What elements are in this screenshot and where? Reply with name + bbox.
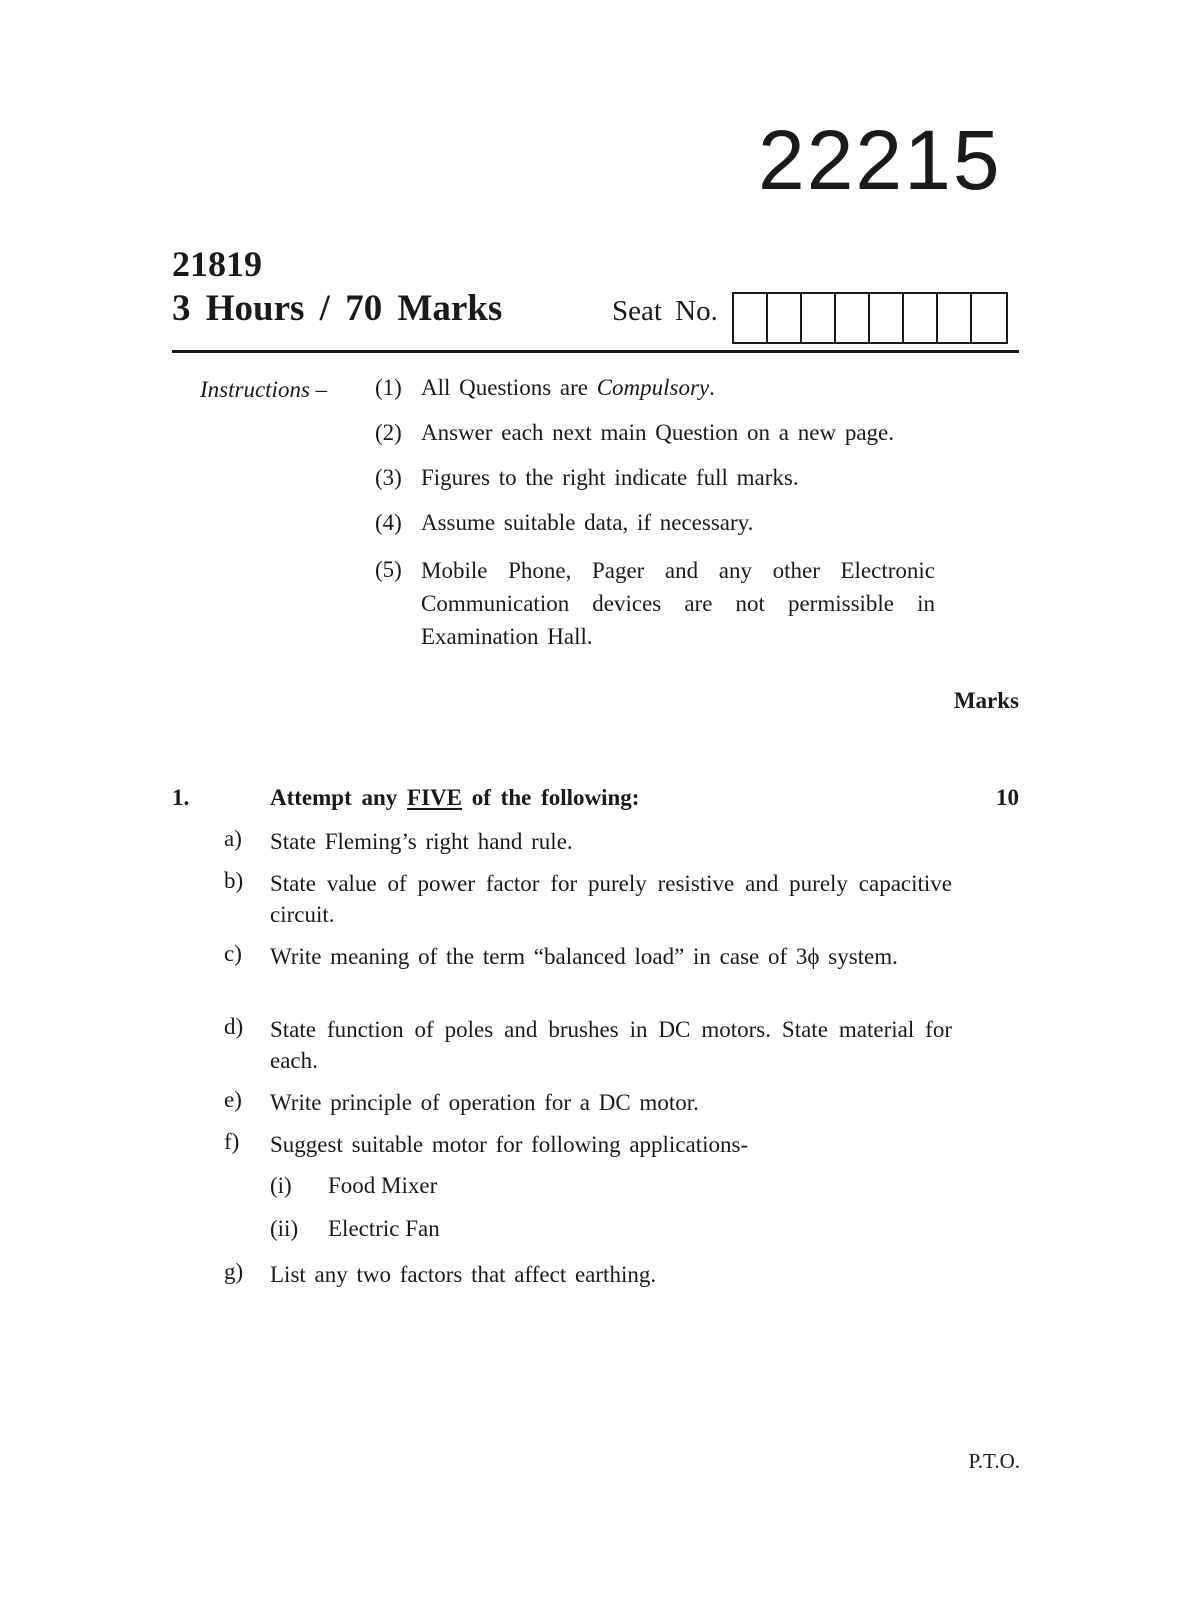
instruction-text: Assume suitable data, if necessary. bbox=[421, 510, 754, 535]
sub-question bbox=[224, 1129, 952, 1160]
instruction-item bbox=[375, 507, 935, 539]
instruction-text: Figures to the right indicate full marks. bbox=[421, 465, 799, 490]
sub-question-label: a) bbox=[224, 826, 242, 851]
sub-option-text: Electric Fan bbox=[328, 1216, 440, 1241]
sub-question-label: e) bbox=[224, 1087, 242, 1112]
sub-question bbox=[224, 941, 952, 972]
sub-question bbox=[224, 1014, 952, 1076]
sub-question bbox=[224, 868, 952, 930]
sub-question-label: b) bbox=[224, 868, 244, 893]
instruction-item bbox=[375, 372, 935, 404]
instruction-number: (4) bbox=[375, 510, 402, 535]
seat-digit-box[interactable] bbox=[938, 294, 972, 342]
sub-question-text: State Fleming’s right hand rule. bbox=[270, 829, 573, 854]
sub-question-text: Write meaning of the term “balanced load” in case of 3ϕ system. bbox=[270, 944, 898, 969]
sub-question-text: State value of power factor for purely resistive and purely capacitive circuit. bbox=[270, 871, 952, 927]
sub-option bbox=[270, 1173, 437, 1199]
instruction-text: Mobile Phone, Pager and any other Electronic Communication devices are not permissible in Examination Hall. bbox=[421, 558, 935, 649]
sub-option-label: (i) bbox=[270, 1173, 292, 1198]
paper-code: 22215 bbox=[758, 113, 1002, 207]
instruction-item bbox=[375, 417, 935, 449]
seat-digit-box[interactable] bbox=[802, 294, 836, 342]
sub-question-label: g) bbox=[224, 1259, 244, 1284]
sub-option bbox=[270, 1216, 440, 1242]
sub-question bbox=[224, 826, 952, 857]
seat-digit-box[interactable] bbox=[836, 294, 870, 342]
question-text: Attempt any FIVE of the following: bbox=[270, 785, 640, 810]
sub-question-label: c) bbox=[224, 941, 242, 966]
question-number: 1. bbox=[172, 785, 190, 810]
seat-number-boxes[interactable] bbox=[732, 292, 1008, 344]
instruction-text: Answer each next main Question on a new page. bbox=[421, 420, 894, 445]
seat-digit-box[interactable] bbox=[972, 294, 1006, 342]
marks-column-heading: Marks bbox=[953, 688, 1019, 713]
header-divider bbox=[172, 350, 1019, 353]
seat-digit-box[interactable] bbox=[904, 294, 938, 342]
sub-question bbox=[224, 1259, 952, 1290]
instruction-number: (3) bbox=[375, 465, 402, 490]
instruction-text: All Questions are Compulsory. bbox=[421, 375, 715, 400]
duration-marks: 3 Hours / 70 Marks bbox=[172, 288, 503, 329]
sub-question-text: State function of poles and brushes in DC motors. State material for each. bbox=[270, 1017, 952, 1073]
seat-number-label: Seat No. bbox=[612, 295, 718, 327]
exam-code: 21819 bbox=[172, 244, 262, 284]
sub-question-label: f) bbox=[224, 1129, 240, 1154]
seat-digit-box[interactable] bbox=[768, 294, 802, 342]
sub-question-label: d) bbox=[224, 1014, 244, 1039]
instruction-item bbox=[375, 554, 935, 653]
instruction-number: (5) bbox=[375, 557, 402, 582]
question-marks: 10 bbox=[996, 785, 1019, 810]
instruction-item bbox=[375, 462, 935, 494]
instructions-label: Instructions – bbox=[200, 377, 328, 402]
instruction-number: (2) bbox=[375, 420, 402, 445]
sub-option-text: Food Mixer bbox=[328, 1173, 438, 1198]
sub-question-text: Suggest suitable motor for following applications- bbox=[270, 1132, 749, 1157]
page-turn-over: P.T.O. bbox=[968, 1449, 1020, 1473]
sub-option-label: (ii) bbox=[270, 1216, 299, 1241]
instruction-number: (1) bbox=[375, 375, 402, 400]
sub-question-text: List any two factors that affect earthing. bbox=[270, 1262, 657, 1287]
sub-question-text: Write principle of operation for a DC motor. bbox=[270, 1090, 699, 1115]
sub-question bbox=[224, 1087, 952, 1118]
seat-digit-box[interactable] bbox=[870, 294, 904, 342]
seat-digit-box[interactable] bbox=[734, 294, 768, 342]
